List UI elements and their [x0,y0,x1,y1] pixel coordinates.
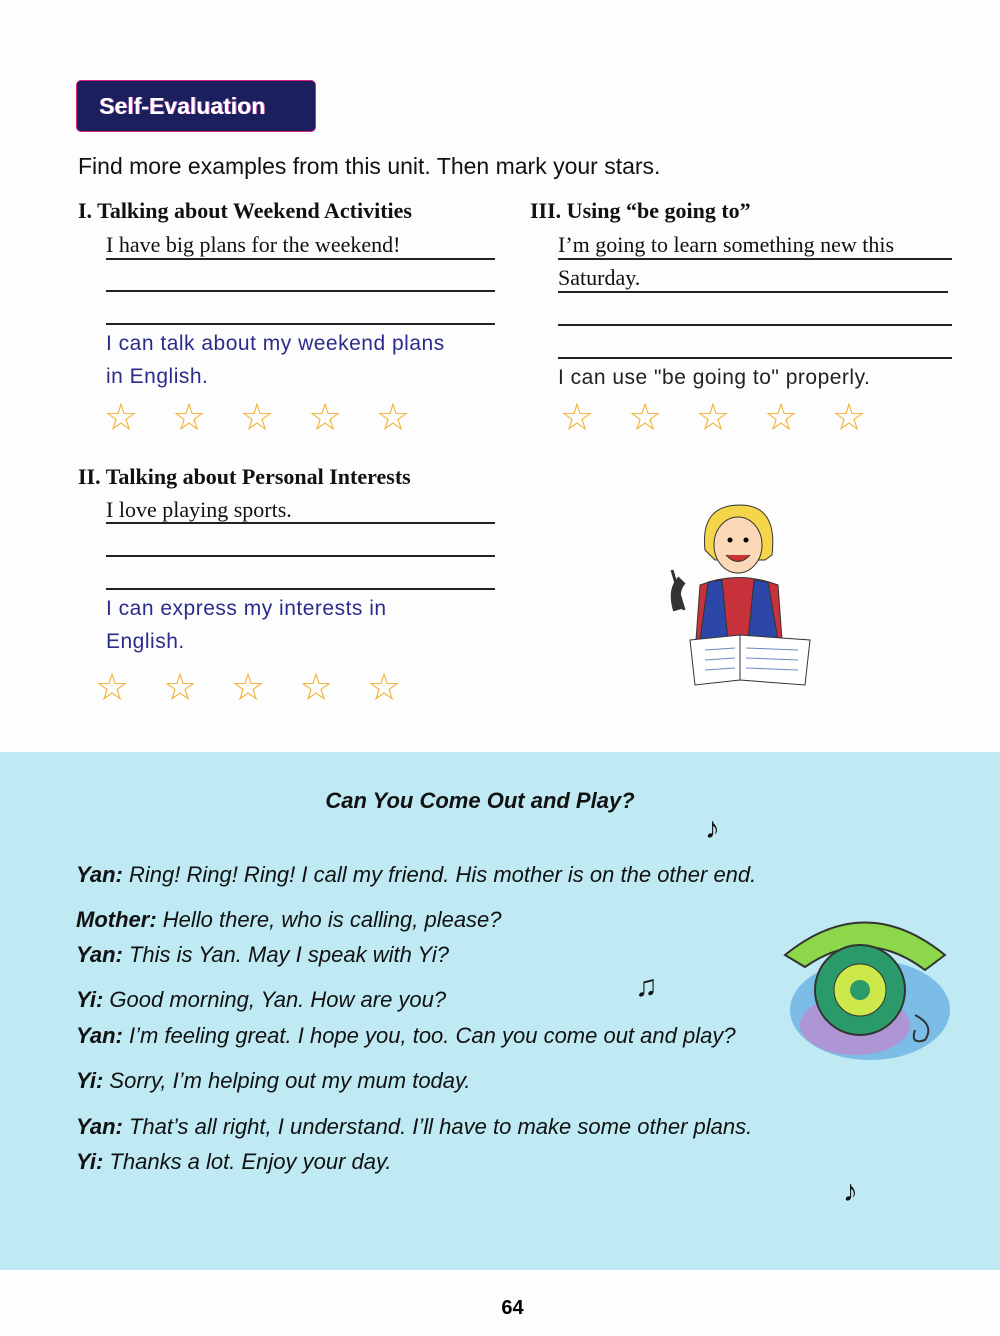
star-icon[interactable]: ☆ [231,667,266,709]
line-text: Hello there, who is calling, please? [162,907,502,932]
star-icon[interactable]: ☆ [95,667,130,709]
answer-line [106,588,495,590]
self-evaluation-badge: Self-Evaluation [77,81,315,131]
answer-line [106,258,495,260]
star-icon[interactable]: ☆ [832,397,867,439]
section-2-can-statement [106,592,387,658]
star-icon[interactable]: ☆ [628,397,663,439]
answer-line [106,522,495,524]
dialogue-line [76,987,446,1013]
speaker: Yi: [76,1068,104,1093]
section-2-example: I love playing sports. [106,497,292,522]
star-icon[interactable]: ☆ [308,397,343,439]
line-text: That’s all right, I understand. I’ll have to make some other plans. [128,1114,753,1139]
section-3-example-line1: I’m going to learn something new this [558,232,895,257]
section-1-star-rating[interactable] [104,398,444,438]
dialogue-line [76,1114,752,1140]
star-icon[interactable]: ☆ [764,397,799,439]
can-line: I can express my interests in [106,597,387,620]
dialogue-line [76,942,449,968]
line-text: Sorry, I’m helping out my mum today. [109,1068,471,1093]
answer-line [106,555,495,557]
answer-line [106,290,495,292]
section-2-star-rating[interactable] [95,668,435,708]
line-text: Thanks a lot. Enjoy your day. [109,1149,392,1174]
star-icon[interactable]: ☆ [163,667,198,709]
section-3-title: III. Using “be going to” [530,198,751,223]
can-line: I can talk about my weekend plans [106,332,445,355]
telephone-illustration [775,905,960,1065]
music-note-icon: ♫ [635,970,658,1003]
dialogue-line [76,1149,392,1175]
speaker: Mother: [76,907,157,932]
section-3-example-line2: Saturday. [558,265,641,290]
speaker: Yan: [76,942,123,967]
girl-writing-illustration [660,500,820,690]
page-number: 64 [501,1297,524,1319]
can-line: English. [106,630,185,653]
star-icon[interactable]: ☆ [299,667,334,709]
section-2-title: II. Talking about Personal Interests [78,464,411,489]
answer-line [558,324,952,326]
section-1-example: I have big plans for the weekend! [106,232,401,257]
star-icon[interactable]: ☆ [240,397,275,439]
can-line: in English. [106,365,209,388]
music-note-icon: ♪ [843,1175,858,1208]
star-icon[interactable]: ☆ [560,397,595,439]
section-1-can-statement [106,327,445,393]
star-icon[interactable]: ☆ [367,667,402,709]
line-text: Ring! Ring! Ring! I call my friend. His mother is on the other end. [128,862,757,887]
line-text: I’m feeling great. I hope you, too. Can you come out and play? [128,1023,736,1048]
section-1-title: I. Talking about Weekend Activities [78,198,412,223]
answer-line [558,258,952,260]
speaker: Yan: [76,1114,123,1139]
speaker: Yan: [76,1023,123,1048]
speaker: Yi: [76,987,104,1012]
answer-line [106,323,495,325]
section-3-can-statement: I can use "be going to" properly. [558,366,871,389]
star-icon[interactable]: ☆ [696,397,731,439]
dialogue-line [76,862,756,888]
line-text: Good morning, Yan. How are you? [109,987,447,1012]
dialogue-line [76,907,502,933]
instruction: Find more examples from this unit. Then mark your stars. [78,153,661,179]
section-3-star-rating[interactable] [560,398,900,438]
answer-line [558,291,948,293]
speaker: Yan: [76,862,123,887]
speaker: Yi: [76,1149,104,1174]
answer-line [558,357,952,359]
music-note-icon: ♪ [705,812,720,845]
dialogue-title: Can You Come Out and Play? [325,788,635,813]
line-text: This is Yan. May I speak with Yi? [128,942,449,967]
star-icon[interactable]: ☆ [172,397,207,439]
star-icon[interactable]: ☆ [376,397,411,439]
star-icon[interactable]: ☆ [104,397,139,439]
dialogue-line [76,1068,471,1094]
dialogue-line [76,1023,736,1049]
